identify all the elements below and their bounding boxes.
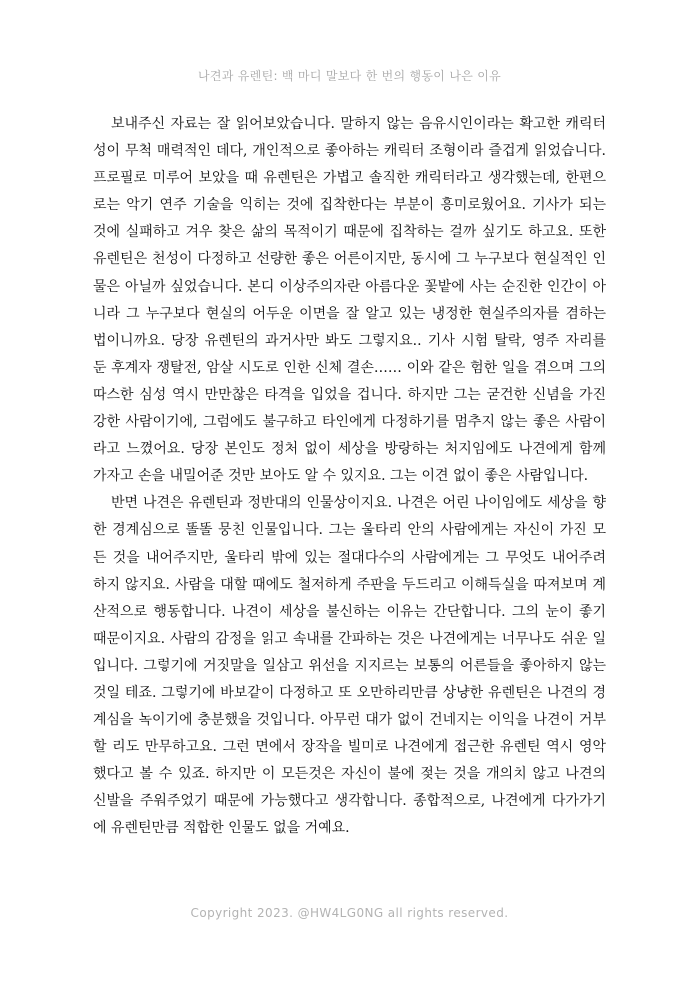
body-paragraph-1: 보내주신 자료는 잘 읽어보았습니다. 말하지 않는 음유시인이라는 확고한 캐릭터성이 무척 매력적인 데다, 개인적으로 좋아하는 캐릭터 조형이라 즐겁게 읽었습니다. 프로필로 미루어 보았을 때 유렌틴은 가볍고 솔직한 캐릭터라고 생각했는데, 한편으로는 악기 연주 기술을 익히는 것에 집착한다는 부분이 흥미로웠어요. 기사가 되는 것에 실패하고 겨우 찾은 삶의 목적이기 때문에 집착하는 걸까 싶기도 하고요. 또한 유렌틴은 천성이 다정하고 선량한 좋은 어른이지만, 동시에 그 누구보다 현실적인 인물은 아닐까 싶었습니다. 본디 이상주의자란 아름다운 꽃밭에 사는 순진한 인간이 아니라 그 누구보다 현실의 어두운 이면을 잘 알고 있는 냉정한 현실주의자를 겸하는 법이니까요. 당장 유렌틴의 과거사만 봐도 그렇지요.. 기사 시험 탈락, 영주 자리를 둔 후계자 쟁탈전, 암살 시도로 인한 신체 결손…… 이와 같은 험한 일을 겪으며 그의 따스한 심성 역시 만만찮은 타격을 입었을 겁니다. 하지만 그는 굳건한 신념을 가진 강한 사람이기에, 그럼에도 불구하고 타인에게 다정하기를 멈추지 않는 좋은 사람이라고 느꼈어요. 당장 본인도 정처 없이 세상을 방랑하는 처지임에도 나견에게 함께 가자고 손을 내밀어준 것만 보아도 알 수 있지요. 그는 이견 없이 좋은 사람입니다.: [93, 116, 606, 485]
document-header: 나견과 유렌틴: 백 마디 말보다 한 번의 행동이 나은 이유: [198, 69, 501, 83]
document-body: [93, 111, 606, 843]
body-paragraph-2: 반면 나견은 유렌틴과 정반대의 인물상이지요. 나견은 어린 나이임에도 세상을 향한 경계심으로 똘똘 뭉친 인물입니다. 그는 울타리 안의 사람에게는 자신이 가진 모든 것을 내어주지만, 울타리 밖에 있는 절대다수의 사람에게는 그 무엇도 내어주려 하지 않지요. 사람을 대할 때에도 철저하게 주판을 두드리고 이해득실을 따져보며 계산적으로 행동합니다. 나견이 세상을 불신하는 이유는 간단합니다. 그의 눈이 좋기 때문이지요. 사람의 감정을 읽고 속내를 간파하는 것은 나견에게는 너무나도 쉬운 일입니다. 그렇기에 거짓말을 일삼고 위선을 지지르는 보통의 어른들을 좋아하지 않는 것일 테죠. 그렇기에 바보같이 다정하고 또 오만하리만큼 상냥한 유렌틴은 나견의 경계심을 녹이기에 충분했을 것입니다. 아무런 대가 없이 건네지는 이익을 나견이 거부할 리도 만무하고요. 그런 면에서 장작을 빌미로 나견에게 접근한 유렌틴 역시 영악했다고 볼 수 있죠. 하지만 이 모든것은 자신이 불에 젖는 것을 개의치 않고 나견의 신발을 주워주었기 때문에 가능했다고 생각합니다. 종합적으로, 나견에게 다가가기에 유렌틴만큼 적합한 인물도 없을 거예요.: [93, 495, 606, 837]
copyright-footer: Copyright 2023. @HW4LG0NG all rights reserved.: [190, 906, 509, 920]
